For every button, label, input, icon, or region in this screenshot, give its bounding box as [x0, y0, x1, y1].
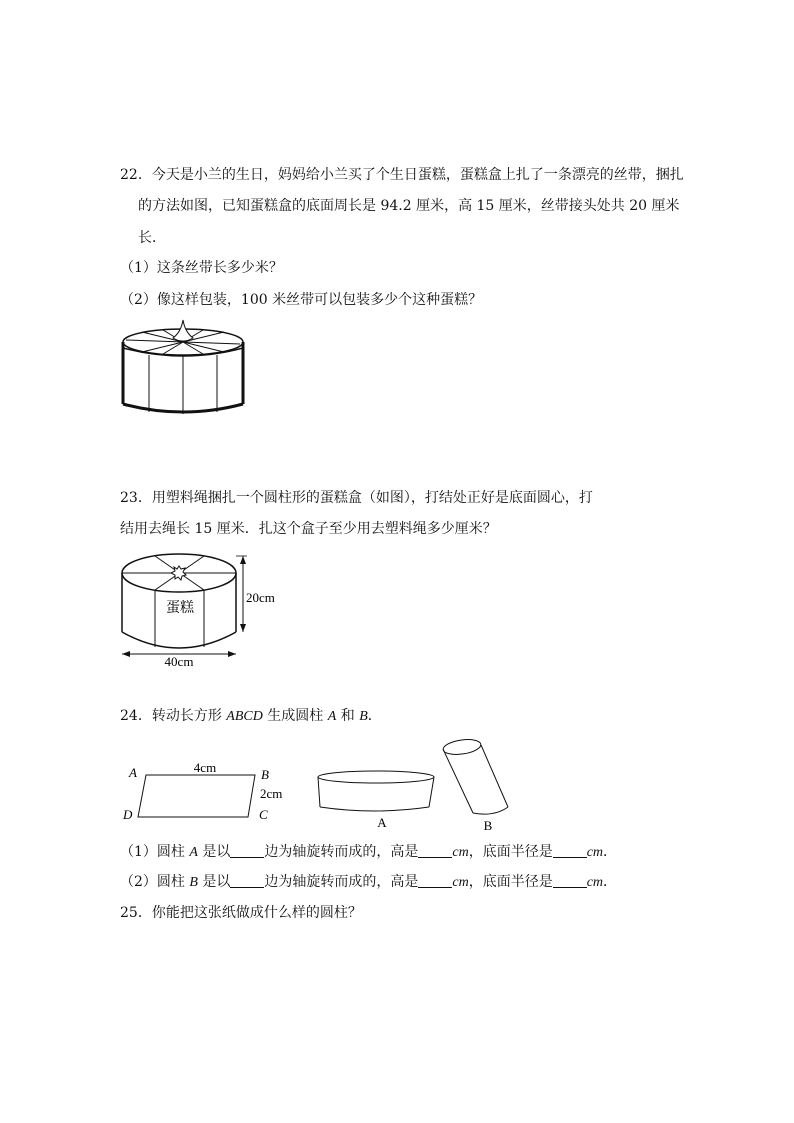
q24-intro-abcd: ABCD — [226, 709, 263, 724]
q24-label-A: A — [129, 765, 137, 780]
q23-cake-figure — [118, 548, 288, 668]
q24-intro-b: B — [359, 709, 368, 724]
q24-label-D: D — [123, 807, 133, 822]
q24-intro-pre: 24．转动长方形 — [120, 708, 227, 724]
q24-cylinder-a-label: A — [377, 815, 387, 830]
q24-sub1-text3: ，底面半径是 — [468, 844, 553, 860]
q24-label-C: C — [259, 807, 268, 822]
q24-sub2-blank-radius[interactable] — [553, 873, 587, 888]
q23-line1: 23．用塑料绳捆扎一个圆柱形的蛋糕盒（如图），打结处正好是底面圆心，打 — [120, 490, 593, 506]
q24-sub2-name: B — [189, 875, 198, 890]
q24-intro-a: A — [327, 709, 337, 724]
q24-label-B: B — [261, 767, 269, 782]
q24-sub1-blank-height[interactable] — [418, 843, 452, 858]
q24-sub1-end: ． — [603, 844, 618, 860]
q23-line2: 结用去绳长 15 厘米．扎这个盒子至少用去塑料绳多少厘米？ — [120, 521, 497, 537]
q24-sub1-blank-axis[interactable] — [230, 843, 264, 858]
q24-sub2-blank-axis[interactable] — [230, 873, 264, 888]
q23-width-label: 40cm — [164, 654, 194, 669]
q24-intro-mid: 生成圆柱 — [262, 708, 328, 724]
q24-sub1-text1: 是以 — [197, 844, 231, 860]
q24-cylinder-b-label: B — [483, 818, 493, 833]
q24-sub2-end: ． — [603, 874, 618, 890]
q23-height-label: 20cm — [246, 590, 275, 605]
q24-sub2-unit2: cm — [586, 875, 604, 890]
q24-top-length: 4cm — [193, 760, 217, 775]
q24-sub2-blank-height[interactable] — [418, 873, 452, 888]
q22-cake-figure — [118, 318, 258, 418]
q24-figure — [118, 735, 518, 835]
q24-sub1-name: A — [189, 845, 198, 860]
q25-line1: 25．你能把这张纸做成什么样的圆柱？ — [120, 905, 362, 921]
q24-sub1-text2: 边为轴旋转而成的，高是 — [264, 844, 419, 860]
q24-intro — [120, 706, 382, 727]
q23-cake-label: 蛋糕 — [166, 601, 194, 616]
q24-sub2-text1: 是以 — [197, 874, 231, 890]
q22-line2: 的方法如图，已知蛋糕盒的底面周长是 94.2 厘米，高 15 厘米，丝带接头处共 20 厘米 — [138, 198, 680, 214]
q24-side-length: 2cm — [260, 786, 283, 801]
q24-sub1 — [120, 842, 617, 863]
q24-sub1-unit2: cm — [586, 845, 604, 860]
q24-intro-end: ． — [367, 708, 382, 724]
q24-sub1-prefix: （1）圆柱 — [120, 844, 190, 860]
q24-sub2 — [120, 872, 617, 893]
q24-sub2-prefix: （2）圆柱 — [120, 874, 190, 890]
q22-sub2: （2）像这样包装，100 米丝带可以包装多少个这种蛋糕？ — [120, 292, 483, 308]
q22-line1: 22．今天是小兰的生日，妈妈给小兰买了个生日蛋糕，蛋糕盒上扎了一条漂亮的丝带，捆扎 — [120, 167, 684, 183]
q24-sub2-unit1: cm — [452, 875, 469, 890]
q24-sub1-unit1: cm — [452, 845, 469, 860]
q24-intro-and: 和 — [336, 708, 360, 724]
q22-line3: 长． — [138, 230, 166, 246]
q24-sub2-text3: ，底面半径是 — [468, 874, 553, 890]
q24-sub1-blank-radius[interactable] — [553, 843, 587, 858]
q22-sub1: （1）这条丝带长多少米？ — [120, 260, 283, 276]
q24-sub2-text2: 边为轴旋转而成的，高是 — [264, 874, 419, 890]
